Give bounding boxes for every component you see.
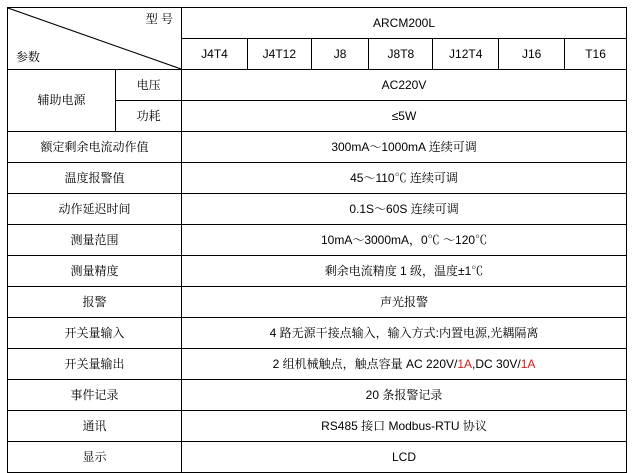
- row-value-digital-output: [182, 349, 627, 380]
- spec-sheet: [0, 7, 634, 464]
- table-row: [8, 163, 627, 194]
- table-row: [8, 287, 627, 318]
- row-label-measuring-accuracy: 测量精度: [8, 256, 182, 287]
- table-row: [8, 132, 627, 163]
- table-row: [8, 256, 627, 287]
- table-row: [8, 349, 627, 380]
- row-value-display: LCD: [182, 442, 627, 473]
- table-row: [8, 442, 627, 473]
- variant-j12t4: J12T4: [433, 39, 499, 70]
- row-label-alarm: 报警: [8, 287, 182, 318]
- row-value-action-delay: 0.1S～60S 连续可调: [182, 194, 627, 225]
- row-label-digital-output: 开关量输出: [8, 349, 182, 380]
- row-value-voltage: AC220V: [182, 70, 627, 101]
- row-value-alarm: 声光报警: [182, 287, 627, 318]
- specification-table: [7, 7, 627, 473]
- variant-j16: J16: [499, 39, 565, 70]
- row-value-residual-current: 300mA～1000mA 连续可调: [182, 132, 627, 163]
- row-label-display: 显示: [8, 442, 182, 473]
- row-label-aux-power: 辅助电源: [8, 70, 116, 132]
- row-value-measuring-range: 10mA～3000mA，0℃ ～120℃: [182, 225, 627, 256]
- variant-t16: T16: [565, 39, 627, 70]
- table-row: [8, 70, 627, 101]
- row-label-measuring-range: 测量范围: [8, 225, 182, 256]
- header-model-label: 型 号: [145, 12, 174, 26]
- variant-j8: J8: [311, 39, 369, 70]
- digital-output-part-1: 1A: [457, 356, 473, 371]
- row-value-temperature-alarm: 45～110℃ 连续可调: [182, 163, 627, 194]
- row-label-residual-current: 额定剩余电流动作值: [8, 132, 182, 163]
- digital-output-part-0: 2 组机械触点，触点容量 AC 220V/: [272, 356, 458, 371]
- table-row: [8, 411, 627, 442]
- variant-j4t12: J4T12: [247, 39, 311, 70]
- row-value-digital-input: 4 路无源干接点输入，输入方式:内置电源,光耦隔离: [182, 318, 627, 349]
- row-sublabel-power-consumption: 功耗: [116, 101, 182, 132]
- variant-j4t4: J4T4: [182, 39, 248, 70]
- row-label-communication: 通讯: [8, 411, 182, 442]
- row-value-event-log: 20 条报警记录: [182, 380, 627, 411]
- row-label-digital-input: 开关量输入: [8, 318, 182, 349]
- table-row: [8, 194, 627, 225]
- row-label-temperature-alarm: 温度报警值: [8, 163, 182, 194]
- variant-j8t8: J8T8: [369, 39, 433, 70]
- header-model-name: ARCM200L: [182, 8, 627, 39]
- header-corner-cell: [8, 8, 182, 70]
- table-header-row-model: [8, 8, 627, 39]
- digital-output-part-2: ,DC 30V/: [472, 356, 521, 371]
- row-sublabel-voltage: 电压: [116, 70, 182, 101]
- table-row: [8, 318, 627, 349]
- digital-output-part-3: 1A: [520, 356, 536, 371]
- table-row: [8, 225, 627, 256]
- row-value-power-consumption: ≤5W: [182, 101, 627, 132]
- header-param-label: 参数: [16, 50, 41, 64]
- row-value-measuring-accuracy: 剩余电流精度 1 级，温度±1℃: [182, 256, 627, 287]
- row-label-event-log: 事件记录: [8, 380, 182, 411]
- row-value-communication: RS485 接口 Modbus-RTU 协议: [182, 411, 627, 442]
- table-row: [8, 380, 627, 411]
- row-label-action-delay: 动作延迟时间: [8, 194, 182, 225]
